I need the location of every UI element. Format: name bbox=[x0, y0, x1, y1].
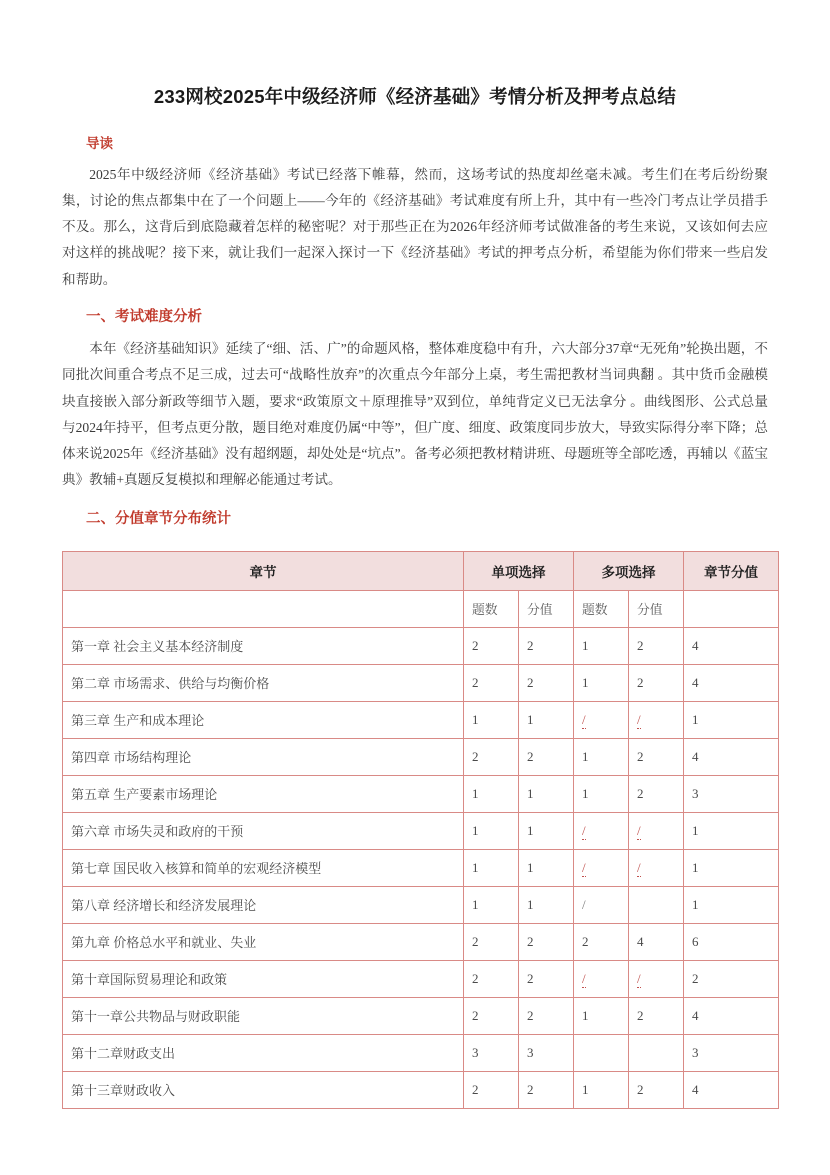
cell-single-count: 2 bbox=[464, 664, 519, 701]
table-row bbox=[63, 997, 779, 1034]
cell-multi-score: 2 bbox=[629, 738, 684, 775]
subheader-single-count: 题数 bbox=[464, 590, 519, 627]
table-row bbox=[63, 812, 779, 849]
cell-multi-count: 1 bbox=[574, 997, 629, 1034]
subheader-multi-score: 分值 bbox=[629, 590, 684, 627]
slash-marker-red: / bbox=[582, 859, 586, 875]
cell-chapter-name: 第十一章公共物品与财政职能 bbox=[63, 997, 464, 1034]
table-subheader-row bbox=[63, 590, 779, 627]
cell-multi-score: 2 bbox=[629, 664, 684, 701]
cell-multi-count bbox=[574, 1034, 629, 1071]
cell-chapter-name: 第十章国际贸易理论和政策 bbox=[63, 960, 464, 997]
cell-chapter-score: 1 bbox=[684, 886, 779, 923]
cell-single-score: 1 bbox=[519, 812, 574, 849]
slash-marker-red: / bbox=[637, 859, 641, 875]
cell-chapter-name: 第六章 市场失灵和政府的干预 bbox=[63, 812, 464, 849]
cell-chapter-score: 1 bbox=[684, 812, 779, 849]
cell-single-score: 2 bbox=[519, 960, 574, 997]
cell-single-count: 2 bbox=[464, 738, 519, 775]
cell-chapter-name: 第二章 市场需求、供给与均衡价格 bbox=[63, 664, 464, 701]
table-row bbox=[63, 849, 779, 886]
cell-multi-count: 1 bbox=[574, 738, 629, 775]
cell-single-count: 2 bbox=[464, 627, 519, 664]
table-header-row bbox=[63, 551, 779, 590]
slash-marker-red: / bbox=[637, 711, 641, 727]
cell-single-count: 2 bbox=[464, 960, 519, 997]
section-heading-difficulty: 一、考试难度分析 bbox=[86, 308, 202, 325]
cell-single-count: 2 bbox=[464, 1071, 519, 1108]
cell-multi-count bbox=[574, 886, 629, 923]
table-row bbox=[63, 1071, 779, 1108]
table-row bbox=[63, 627, 779, 664]
lead-paragraph: 2025年中级经济师《经济基础》考试已经落下帷幕，然而，这场考试的热度却丝毫未减。考生们在考后纷纷聚集，讨论的焦点都集中在了一个问题上——今年的《经济基础》考试难度有所上升，其中有一些冷门考点让学员措手不及。那么，这背后到底隐藏着怎样的秘密呢？对于那些正在为2026年经济师考试做准备的考生来说，又该如何去应对这样的挑战呢？接下来，就让我们一起深入探讨一下《经济基础》考试的押考点分析，希望能为你们带来一些启发和帮助。 bbox=[62, 167, 768, 287]
section-heading-distribution: 二、分值章节分布统计 bbox=[86, 510, 231, 527]
cell-multi-score: 2 bbox=[629, 775, 684, 812]
cell-chapter-name: 第十二章财政支出 bbox=[63, 1034, 464, 1071]
cell-single-score: 2 bbox=[519, 664, 574, 701]
cell-single-count: 1 bbox=[464, 849, 519, 886]
cell-multi-score bbox=[629, 812, 684, 849]
cell-multi-score: 2 bbox=[629, 997, 684, 1034]
cell-single-count: 3 bbox=[464, 1034, 519, 1071]
slash-marker-red: / bbox=[637, 970, 641, 986]
section-paragraph-difficulty: 本年《经济基础知识》延续了“细、活、广”的命题风格，整体难度稳中有升，六大部分37章“无死角”轮换出题，不同批次间重合考点不足三成，过去可“战略性放弃”的次重点今年部分上桌，考生需把教材当词典翻 。其中货币金融模块直接嵌入部分新政等细节入题，要求“政策原文＋原理推导”双到位，单纯背定义已无法拿分 。曲线图形、公式总量与2024年持平，但考点更分散，题目绝对难度仍属“中等”，但广度、细度、政策度同步放大，导致实际得分率下降；总体来说2025年《经济基础》没有超纲题，却处处是“坑点”。备考必须把教材精讲班、母题班等全部吃透，再辅以《蓝宝典》教辅+真题反复模拟和理解必能通过考试。 bbox=[62, 341, 768, 487]
cell-multi-count: 2 bbox=[574, 923, 629, 960]
cell-multi-score bbox=[629, 1034, 684, 1071]
cell-multi-count bbox=[574, 812, 629, 849]
cell-chapter-score: 4 bbox=[684, 664, 779, 701]
subheader-multi-count: 题数 bbox=[574, 590, 629, 627]
slash-marker: / bbox=[582, 896, 586, 912]
table-row bbox=[63, 1034, 779, 1071]
cell-chapter-score: 1 bbox=[684, 849, 779, 886]
cell-chapter-name: 第一章 社会主义基本经济制度 bbox=[63, 627, 464, 664]
slash-marker-red: / bbox=[637, 822, 641, 838]
cell-single-score: 1 bbox=[519, 775, 574, 812]
slash-marker-red: / bbox=[582, 970, 586, 986]
cell-multi-count: 1 bbox=[574, 664, 629, 701]
table-row bbox=[63, 886, 779, 923]
subheader-single-score: 分值 bbox=[519, 590, 574, 627]
cell-single-count: 1 bbox=[464, 886, 519, 923]
cell-chapter-score: 3 bbox=[684, 1034, 779, 1071]
page-title: 233网校2025年中级经济师《经济基础》考情分析及押考点总结 bbox=[153, 86, 677, 107]
cell-multi-count bbox=[574, 960, 629, 997]
cell-single-score: 3 bbox=[519, 1034, 574, 1071]
slash-marker-red: / bbox=[582, 711, 586, 727]
column-header-chapter-score: 章节分值 bbox=[684, 551, 779, 590]
cell-chapter-name: 第五章 生产要素市场理论 bbox=[63, 775, 464, 812]
cell-single-count: 2 bbox=[464, 923, 519, 960]
cell-multi-count: 1 bbox=[574, 1071, 629, 1108]
cell-multi-count bbox=[574, 701, 629, 738]
subheader-total-blank bbox=[684, 590, 779, 627]
cell-chapter-score: 1 bbox=[684, 701, 779, 738]
subheader-chapter-blank bbox=[63, 590, 464, 627]
cell-single-score: 1 bbox=[519, 886, 574, 923]
cell-multi-score: 2 bbox=[629, 1071, 684, 1108]
cell-chapter-score: 4 bbox=[684, 1071, 779, 1108]
cell-chapter-name: 第四章 市场结构理论 bbox=[63, 738, 464, 775]
slash-marker-red: / bbox=[582, 822, 586, 838]
score-table-wrapper bbox=[62, 531, 768, 1109]
cell-single-score: 2 bbox=[519, 997, 574, 1034]
cell-chapter-name: 第八章 经济增长和经济发展理论 bbox=[63, 886, 464, 923]
table-row bbox=[63, 960, 779, 997]
cell-multi-count bbox=[574, 849, 629, 886]
score-distribution-table bbox=[62, 551, 779, 1109]
cell-single-score: 1 bbox=[519, 849, 574, 886]
table-row bbox=[63, 738, 779, 775]
cell-single-score: 2 bbox=[519, 1071, 574, 1108]
cell-single-count: 1 bbox=[464, 812, 519, 849]
column-header-single-choice: 单项选择 bbox=[464, 551, 574, 590]
cell-chapter-name: 第九章 价格总水平和就业、失业 bbox=[63, 923, 464, 960]
cell-chapter-score: 2 bbox=[684, 960, 779, 997]
cell-chapter-score: 6 bbox=[684, 923, 779, 960]
cell-multi-score bbox=[629, 960, 684, 997]
cell-multi-count: 1 bbox=[574, 627, 629, 664]
cell-chapter-name: 第十三章财政收入 bbox=[63, 1071, 464, 1108]
cell-chapter-name: 第三章 生产和成本理论 bbox=[63, 701, 464, 738]
table-row bbox=[63, 664, 779, 701]
table-row bbox=[63, 775, 779, 812]
table-row bbox=[63, 701, 779, 738]
column-header-chapter: 章节 bbox=[63, 551, 464, 590]
cell-single-score: 2 bbox=[519, 923, 574, 960]
cell-multi-count: 1 bbox=[574, 775, 629, 812]
table-row bbox=[63, 923, 779, 960]
cell-multi-score bbox=[629, 886, 684, 923]
cell-multi-score bbox=[629, 849, 684, 886]
column-header-multi-choice: 多项选择 bbox=[574, 551, 684, 590]
cell-chapter-score: 4 bbox=[684, 738, 779, 775]
cell-chapter-score: 4 bbox=[684, 627, 779, 664]
cell-single-score: 2 bbox=[519, 627, 574, 664]
lead-label: 导读 bbox=[86, 135, 113, 151]
cell-multi-score: 2 bbox=[629, 627, 684, 664]
table-header bbox=[63, 551, 779, 590]
cell-single-count: 1 bbox=[464, 775, 519, 812]
table-body bbox=[63, 590, 779, 1108]
cell-chapter-name: 第七章 国民收入核算和简单的宏观经济模型 bbox=[63, 849, 464, 886]
cell-chapter-score: 3 bbox=[684, 775, 779, 812]
cell-single-count: 1 bbox=[464, 701, 519, 738]
cell-chapter-score: 4 bbox=[684, 997, 779, 1034]
cell-multi-score: 4 bbox=[629, 923, 684, 960]
cell-single-score: 2 bbox=[519, 738, 574, 775]
cell-single-score: 1 bbox=[519, 701, 574, 738]
cell-single-count: 2 bbox=[464, 997, 519, 1034]
cell-multi-score bbox=[629, 701, 684, 738]
